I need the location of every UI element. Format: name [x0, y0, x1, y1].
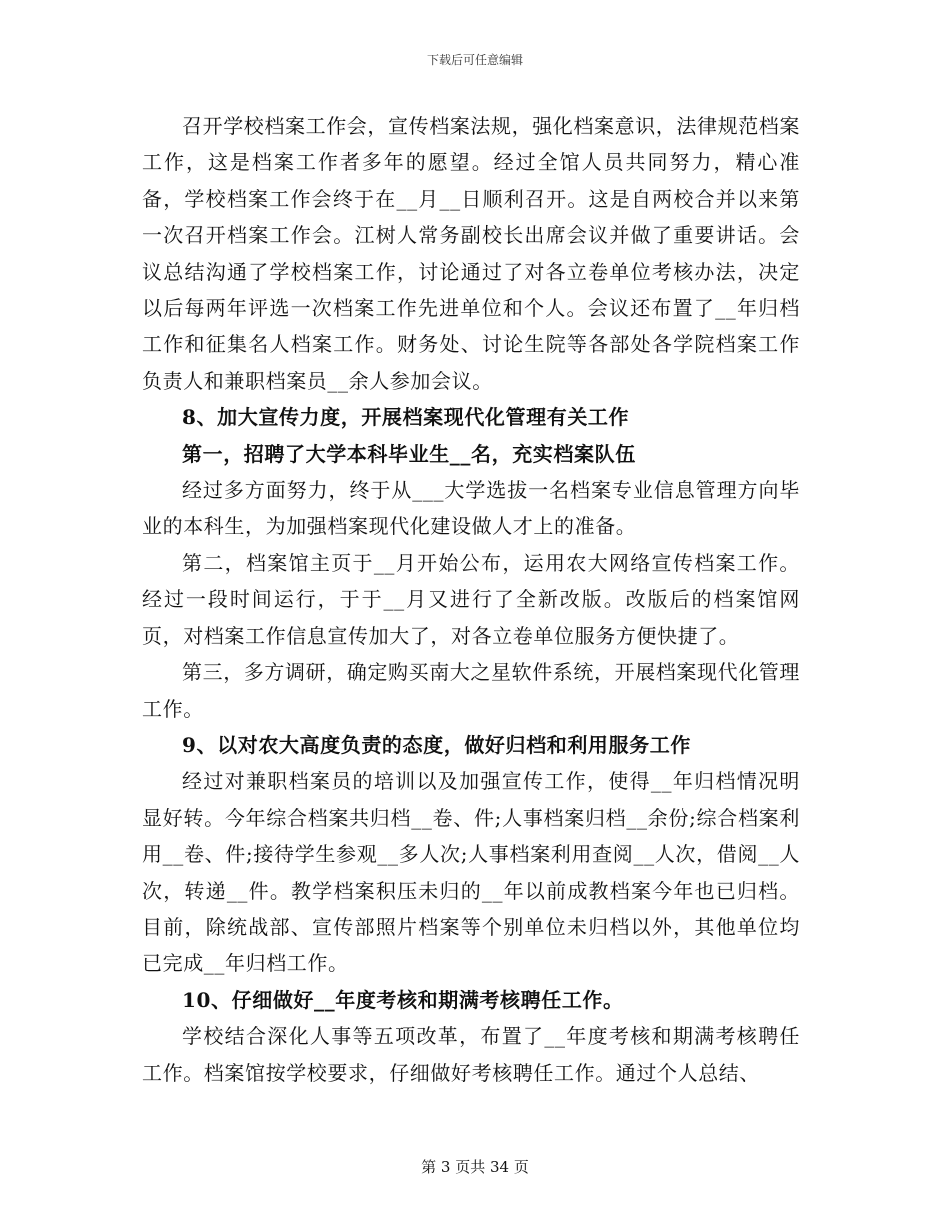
section-heading-8: 8、加大宣传力度，开展档案现代化管理有关工作 — [182, 405, 630, 430]
document-body — [142, 108, 800, 1091]
paragraph-graduate-recruit: 经过多方面努力，终于从___大学选拔一名档案专业信息管理方向毕业的本科生，为加强档案现代化建设做人才上的准备。 — [142, 478, 800, 539]
paragraph-third-software: 第三，多方调研，确定购买南大之星软件系统，开展档案现代化管理工作。 — [142, 660, 800, 721]
section-heading-9: 9、以对农大高度负责的态度，做好归档和利用服务工作 — [182, 732, 691, 757]
page-header: 下载后可任意编辑 — [426, 53, 523, 67]
paragraph-assessment: 学校结合深化人事等五项改革，布置了__年度考核和期满考核聘任工作。档案馆按学校要求，仔细做好考核聘任工作。通过个人总结、 — [142, 1024, 800, 1085]
page-footer: 第 3 页共 34 页 — [421, 1158, 529, 1176]
section-heading-10: 10、仔细做好__年度考核和期满考核聘任工作。 — [182, 987, 624, 1012]
paragraph-filing-stats: 经过对兼职档案员的培训以及加强宣传工作，使得__年归档情况明显好转。今年综合档案共归档__卷、件;人事档案归档__余份;综合档案利用__卷、件;接待学生参观__多人次;人事档案利用查阅__人次，借阅__人次，转递__件。教学档案积压未归的__年以前成教档案今年也已归档。目前，除统战部、宣传部照片档案等个别单位未归档以外，其他单位均已完成__年归档工作。 — [142, 769, 800, 976]
subheading-first: 第一，招聘了大学本科毕业生__名，充实档案队伍 — [182, 441, 636, 466]
paragraph-second-homepage: 第二，档案馆主页于__月开始公布，运用农大网络宣传档案工作。经过一段时间运行，于于__月又进行了全新改版。改版后的档案馆网页，对档案工作信息宣传加大了，对各立卷单位服务方便快捷了。 — [142, 550, 800, 648]
paragraph-archive-meeting: 召开学校档案工作会，宣传档案法规，强化档案意识，法律规范档案工作，这是档案工作者多年的愿望。经过全馆人员共同努力，精心准备，学校档案工作会终于在__月__日顺利召开。这是自两校合并以来第一次召开档案工作会。江树人常务副校长出席会议并做了重要讲话。会议总结沟通了学校档案工作，讨论通过了对各立卷单位考核办法，决定以后每两年评选一次档案工作先进单位和个人。会议还布置了__年归档工作和征集名人档案工作。财务处、讨论生院等各部处各学院档案工作负责人和兼职档案员__余人参加会议。 — [142, 114, 800, 393]
